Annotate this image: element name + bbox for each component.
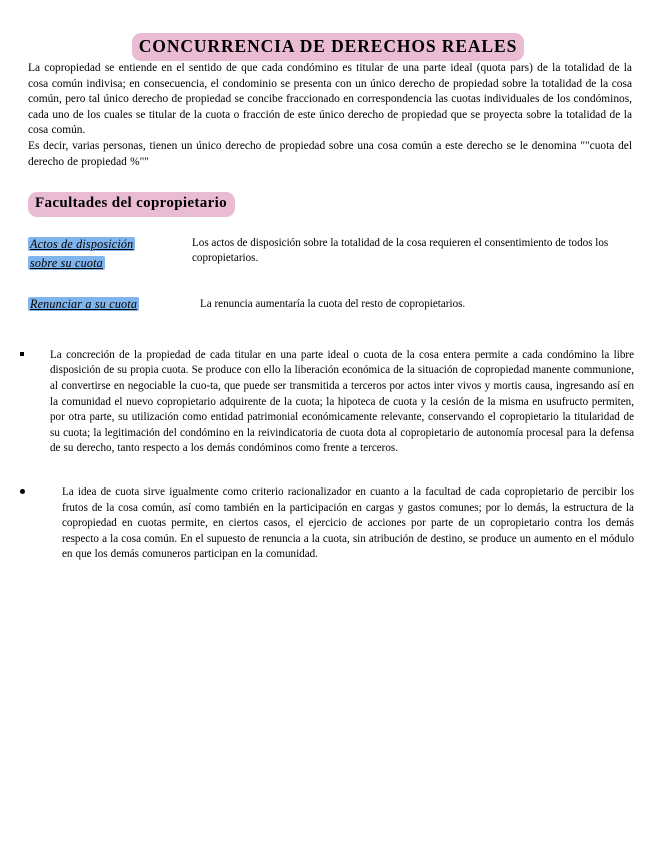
faculty-label-1-line-1: Actos de disposición bbox=[30, 236, 134, 251]
faculty-row-actos-de-disposicion bbox=[28, 235, 632, 273]
section-heading-facultades: Facultades del copropietario bbox=[28, 192, 235, 217]
bullet-item-text-2: La idea de cuota sirve igualmente como criterio racionalizador en cuanto a la facultad de cada copropietario de percibir los frutos de la cosa común, así como también en la participación en cargas y gastos comunes; por lo demás, la estructura de la copropiedad en cuotas permite, en ciertos casos, el ejercicio de acciones por parte de un copropietario contra los demás respecto a la cosa común. En el supuesto de renuncia a la cuota, sin atribución de destino, se produce un aumento en el módulo en que los demás comuneros participan en la comunidad. bbox=[62, 485, 634, 561]
section-heading-row bbox=[28, 192, 656, 217]
faculty-label-1-line-2: sobre su cuota bbox=[30, 255, 103, 270]
intro-paragraph-1: La copropiedad se entiende en el sentido de que cada condómino es titular de una parte ideal (quota pars) de la totalidad de la cosa común indivisa; en consecuencia, el condominio se presenta con un único derecho de propiedad sobre la totalidad de la cosa común, pero tal único derecho de propiedad se concibe fraccionado en correspondencia las cuotas individuales de los condóminos, cada uno de los cuales se titular de la cuota o fracción de este único derecho de propiedad que se proyecta sobre la totalidad de la cosa común. bbox=[28, 62, 632, 137]
square-bullet-icon bbox=[20, 348, 50, 364]
faculty-description-1: Los actos de disposición sobre la totalidad de la cosa requieren el consentimiento de todos los copropietarios. bbox=[192, 236, 609, 265]
document-title: CONCURRENCIA DE DERECHOS REALES bbox=[132, 33, 524, 61]
bullet-list bbox=[20, 348, 634, 563]
round-bullet-icon bbox=[20, 485, 62, 501]
faculty-label-1 bbox=[28, 235, 192, 273]
faculty-row-renunciar-a-su-cuota bbox=[28, 295, 632, 314]
faculty-label-2-line-1: Renunciar a su cuota bbox=[30, 296, 138, 311]
bullet-list-item bbox=[20, 485, 634, 563]
bullet-item-text-1: La concreción de la propiedad de cada titular en una parte ideal o cuota de la cosa entera permite a cada condómino la libre disposición de su propia cuota. Se produce con ello la liberación económica de la situación de copropiedad manente communione, al convertirse en negociable la cuo-ta, que puede ser transmitida a terceros por actos inter vivos y mortis causa, ingresando así en la comunidad el nuevo copropietario adquirente de la cuota; la hipoteca de cuota y la cesión de la misma en usufructo permiten, por otra parte, su utilización como entidad patrimonial económicamente relevante, conservando el copropietario la titularidad de su cuota; la legitimación del condómino en la reivindicatoria de cuota dota al copropietario de autonomía procesal para la defensa de su derecho, tanto respecto a los demás condóminos como frente a terceros. bbox=[50, 348, 634, 455]
intro-section bbox=[28, 61, 632, 170]
document-title-row bbox=[0, 0, 656, 61]
intro-paragraph-2: Es decir, varias personas, tienen un único derecho de propiedad sobre una cosa común a este derecho se le denomina ""cuota del derecho de propiedad %"" bbox=[28, 140, 632, 168]
bullet-list-item bbox=[20, 348, 634, 457]
faculty-description-2: La renuncia aumentaría la cuota del resto de copropietarios. bbox=[200, 297, 466, 310]
faculty-label-2 bbox=[28, 295, 200, 314]
